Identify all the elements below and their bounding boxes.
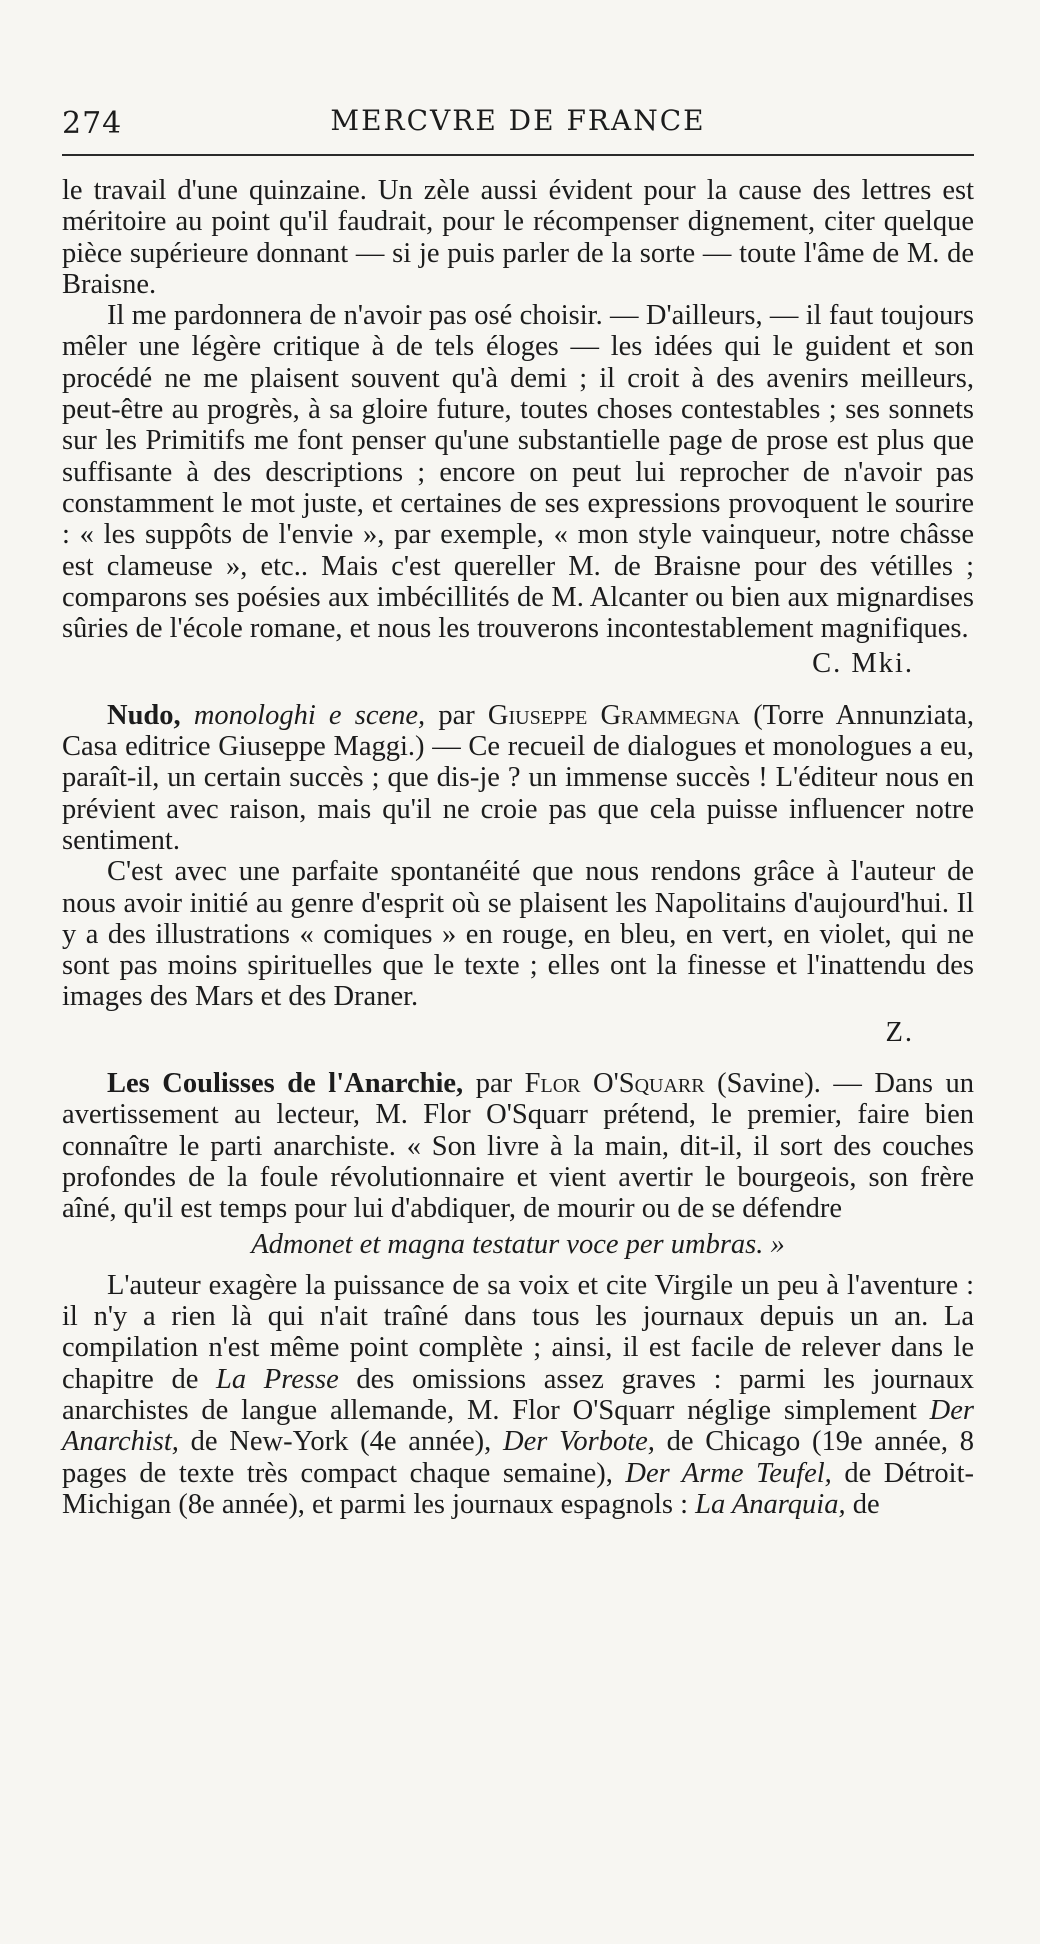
- review3-paragraph-2: [62, 1270, 974, 1520]
- review3-text: (Savine). — Dans un avertissement au lecteur, M. Flor O'Squarr prétend, le premier, faire bien connaître le parti anarchiste. « Son livre à la main, dit-il, il sort des couches profondes de la foule révolutionnaire et vient avertir le bourgeois, son frère aîné, qu'il est temps pour lui d'abdiquer, de mourir ou de se défendre: [62, 1068, 975, 1225]
- header-rule: [62, 154, 974, 156]
- review3-text-b: des omissions assez graves : parmi les journaux anarchistes de langue allemande, M. Flor O'Squarr néglige simplement: [62, 1363, 974, 1426]
- review2-subtitle: monologhi e scene,: [193, 699, 426, 731]
- review2-paragraph-1: [62, 700, 974, 856]
- review3-title-der-arme-teufel: Der Arme Teufel,: [625, 1457, 832, 1489]
- review2-title: Nudo,: [107, 699, 181, 731]
- page-body: [62, 175, 974, 1520]
- running-title: MERCVRE DE FRANCE: [330, 104, 706, 137]
- review3-author: Flor O'Squarr: [524, 1068, 705, 1100]
- review3-text-c: de New-York (4e année),: [190, 1426, 492, 1458]
- review1-paragraph-1: le travail d'une quinzaine. Un zèle aussi évident pour la cause des lettres est méritoire au point qu'il faudrait, pour le récompenser dignement, citer quelque pièce supérieure donnant — si je puis parler de la sorte — toute l'âme de M. de Braisne.: [62, 175, 974, 300]
- review3-paragraph-1: [62, 1068, 974, 1224]
- review3-text-e: de Détroit-Michigan (8e année), et parmi les journaux espagnols :: [62, 1457, 974, 1520]
- review3-title-la-anarquia: La Anarquia,: [695, 1488, 846, 1520]
- review2-paragraph-2: C'est avec une parfaite spontanéité que nous rendons grâce à l'auteur de nous avoir initié au genre d'esprit où se plaisent les Napolitains d'aujourd'hui. Il y a des illustrations « comiques » en rouge, en bleu, en vert, en violet, qui ne sont pas moins spirituelles que le texte ; elles ont la finesse et l'inattendu des images des Mars et des Draner.: [62, 856, 974, 1013]
- review3-text-a: L'auteur exagère la puissance de sa voix et cite Virgile un peu à l'aventure : il n'y a rien là qui n'ait traîné dans tous les journaux depuis un an. La compilation n'est même point complète ; ainsi, il est facile de relever dans le chapitre de: [62, 1269, 974, 1395]
- review3-title: Les Coulisses de l'Anarchie,: [107, 1068, 464, 1100]
- review3-text-f: de: [852, 1488, 880, 1520]
- page-header: [62, 100, 974, 148]
- review2-by: par: [438, 699, 475, 731]
- review3-title-la-presse: La Presse: [216, 1363, 339, 1395]
- review1-signature: C. Mki.: [812, 648, 914, 680]
- review1-paragraph-2: Il me pardonnera de n'avoir pas osé choisir. — D'ailleurs, — il faut toujours mêler une légère critique à de tels éloges — les idées qui le guident et son procédé ne me plaisent souvent qu'à demi ; il croit à des avenirs meilleurs, peut-être au progrès, à sa gloire future, toutes choses contestables ; ses sonnets sur les Primitifs me font penser qu'une substantielle page de prose est plus que suffisante à des descriptions ; encore on peut lui reprocher de n'avoir pas constamment le mot juste, et certaines de ses expressions provoquent le sourire : « les suppôts de l'envie », par exemple, « mon style vainqueur, notre châsse est clameuse », etc.. Mais c'est quereller M. de Braisne pour des vétilles ; comparons ses poésies aux imbécillités de M. Alcanter ou bien aux mignardises sûries de l'école romane, et nous les trouverons incontestablement magnifiques.: [62, 300, 974, 645]
- review2-author: Giuseppe Grammegna: [487, 699, 741, 731]
- review2-text: (Torre Annunziata, Casa editrice Giuseppe Maggi.) — Ce recueil de dialogues et monologues a eu, paraît-il, un certain succès ; que dis-je ? un immense succès ! L'éditeur nous en prévient avec raison, mais qu'il ne croie pas que cela puisse influencer notre sentiment.: [62, 699, 975, 856]
- page-number: 274: [62, 106, 123, 141]
- review2-signature: Z.: [885, 1016, 914, 1048]
- review3-latin-quote: Admonet et magna testatur voce per umbras. »: [251, 1228, 785, 1260]
- review3-title-der-vorbote: Der Vorbote,: [503, 1426, 655, 1458]
- review3-title-der-anarchist: Der Anarchist,: [62, 1394, 974, 1458]
- review3-by: par: [475, 1068, 513, 1100]
- review3-text-d: de Chicago (19e année, 8 pages de texte très compact chaque semaine),: [62, 1426, 974, 1489]
